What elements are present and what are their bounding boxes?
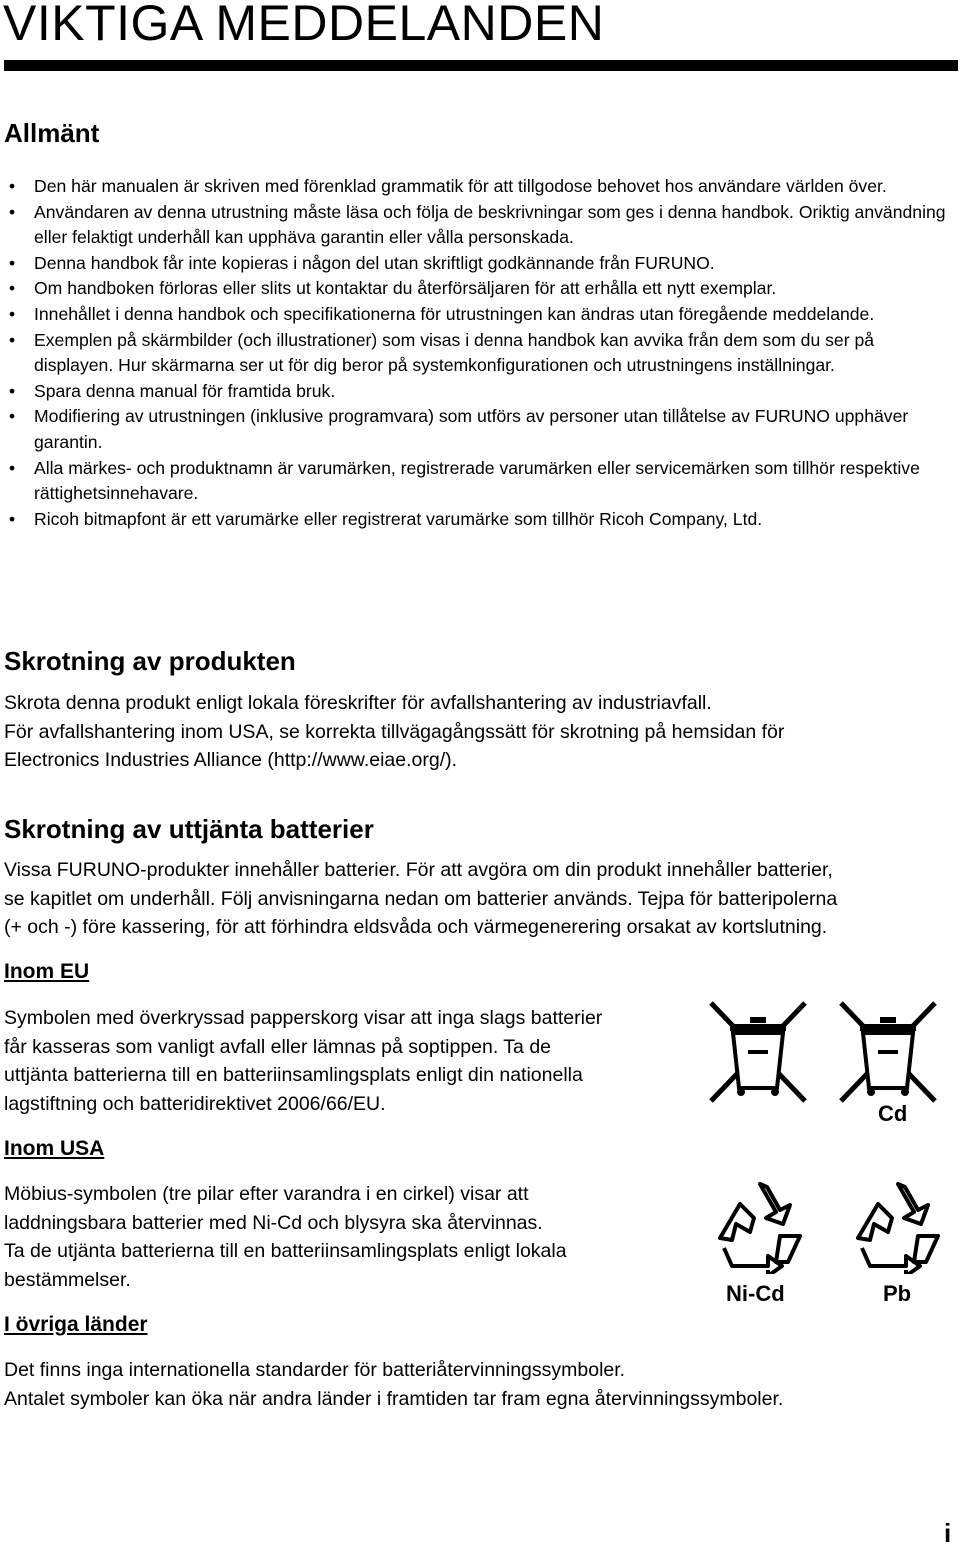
- paragraph-line: Ta de utjänta batterierna till en batteriinsamlingsplats enligt lokala: [4, 1240, 567, 1263]
- eu-paragraph: [4, 1004, 602, 1119]
- paragraph-line: Electronics Industries Alliance (http://www.eiae.org/).: [4, 749, 458, 772]
- general-bullet-list: [0, 174, 950, 532]
- mobius-recycle-icon: [848, 1178, 948, 1279]
- paragraph-line: Vissa FURUNO-produkter innehåller batterier. För att avgöra om din produkt innehåller batterier,: [4, 859, 833, 881]
- paragraph-line: får kasseras som vanligt avfall eller lämnas på soptippen. Ta de: [4, 1035, 552, 1058]
- list-item: • Alla märkes- och produktnamn är varumärken, registrerade varumärken eller servicemärken som tillhör respektive rättighetsinnehavare.: [0, 456, 950, 507]
- paragraph-line: laddningsbara batterier med Ni-Cd och blysyra ska återvinnas.: [4, 1211, 543, 1234]
- mobius-recycle-icon: [710, 1178, 810, 1279]
- paragraph-line: se kapitlet om underhåll. Följ anvisningarna nedan om batterier används. Tejpa för batteripolerna: [4, 887, 838, 910]
- list-item: • Exemplen på skärmbilder (och illustrationer) som visas i denna handbok kan avvika från dem som du ser på displayen. Hur skärmarna ser ut för dig beror på systemkonfigurationen och utrustningens inställningar.: [0, 328, 950, 379]
- batteries-paragraph: [4, 856, 837, 942]
- list-item: • Denna handbok får inte kopieras i någon del utan skriftligt godkännande från FURUNO.: [0, 251, 950, 277]
- paragraph-line: Skrota denna produkt enligt lokala föreskrifter för avfallshantering av industriavfall.: [4, 692, 712, 714]
- paragraph-line: Möbius-symbolen (tre pilar efter varandra i en cirkel) visar att: [4, 1183, 529, 1205]
- title-rule: [4, 60, 958, 71]
- subheading-eu: Inom EU: [4, 960, 90, 983]
- page-number: i: [944, 1518, 952, 1548]
- paragraph-line: Symbolen med överkryssad papperskorg visar att inga slags batterier: [4, 1007, 603, 1029]
- subheading-usa: Inom USA: [4, 1137, 105, 1160]
- symbol-label-cd: Cd: [878, 1101, 908, 1126]
- paragraph-line: Antalet symboler kan öka när andra länder i framtiden tar fram egna återvinningssymboler.: [4, 1387, 784, 1410]
- list-item: • Användaren av denna utrustning måste läsa och följa de beskrivningar som ges i denna handbok. Oriktig användning eller felaktigt underhåll kan upphäva garantin eller vålla personskada.: [0, 200, 950, 251]
- symbol-label-nicd: Ni-Cd: [726, 1281, 785, 1306]
- section-heading-batteries: Skrotning av uttjänta batterier: [4, 814, 374, 844]
- list-item: • Den här manualen är skriven med förenklad grammatik för att tillgodose behovet hos användare världen över.: [0, 174, 950, 200]
- list-item: • Modifiering av utrustningen (inklusive programvara) som utförs av personer utan tillåtelse av FURUNO upphäver garantin.: [0, 404, 950, 455]
- page-title: VIKTIGA MEDDELANDEN: [3, 0, 605, 51]
- disposal-paragraph: [4, 689, 784, 775]
- list-item: • Spara denna manual för framtida bruk.: [0, 379, 950, 405]
- crossed-out-bin-icon: [838, 1000, 938, 1109]
- usa-paragraph: [4, 1180, 567, 1295]
- list-item: • Om handboken förloras eller slits ut kontaktar du återförsäljaren för att erhålla ett nytt exemplar.: [0, 276, 950, 302]
- other-paragraph: [4, 1356, 783, 1413]
- list-item: • Ricoh bitmapfont är ett varumärke eller registrerat varumärke som tillhör Ricoh Company, Ltd.: [0, 507, 950, 533]
- subheading-other: I övriga länder: [4, 1313, 148, 1336]
- section-heading-disposal: Skrotning av produkten: [4, 646, 296, 676]
- paragraph-line: uttjänta batterierna till en batteriinsamlingsplats enligt din nationella: [4, 1064, 583, 1087]
- symbol-label-pb: Pb: [883, 1281, 912, 1306]
- list-item: • Innehållet i denna handbok och specifikationerna för utrustningen kan ändras utan föregående meddelande.: [0, 302, 950, 328]
- paragraph-line: (+ och -) före kassering, för att förhindra eldsvåda och värmegenerering orsakat av kortslutning.: [4, 916, 828, 939]
- paragraph-line: lagstiftning och batteridirektivet 2006/66/EU.: [4, 1093, 386, 1116]
- paragraph-line: Det finns inga internationella standarder för batteriåtervinningssymboler.: [4, 1359, 626, 1381]
- paragraph-line: För avfallshantering inom USA, se korrekta tillvägagångssätt för skrotning på hemsidan för: [4, 720, 785, 743]
- crossed-out-bin-icon: [708, 1000, 808, 1109]
- section-heading-general: Allmänt: [4, 118, 100, 148]
- paragraph-line: bestämmelser.: [4, 1269, 131, 1292]
